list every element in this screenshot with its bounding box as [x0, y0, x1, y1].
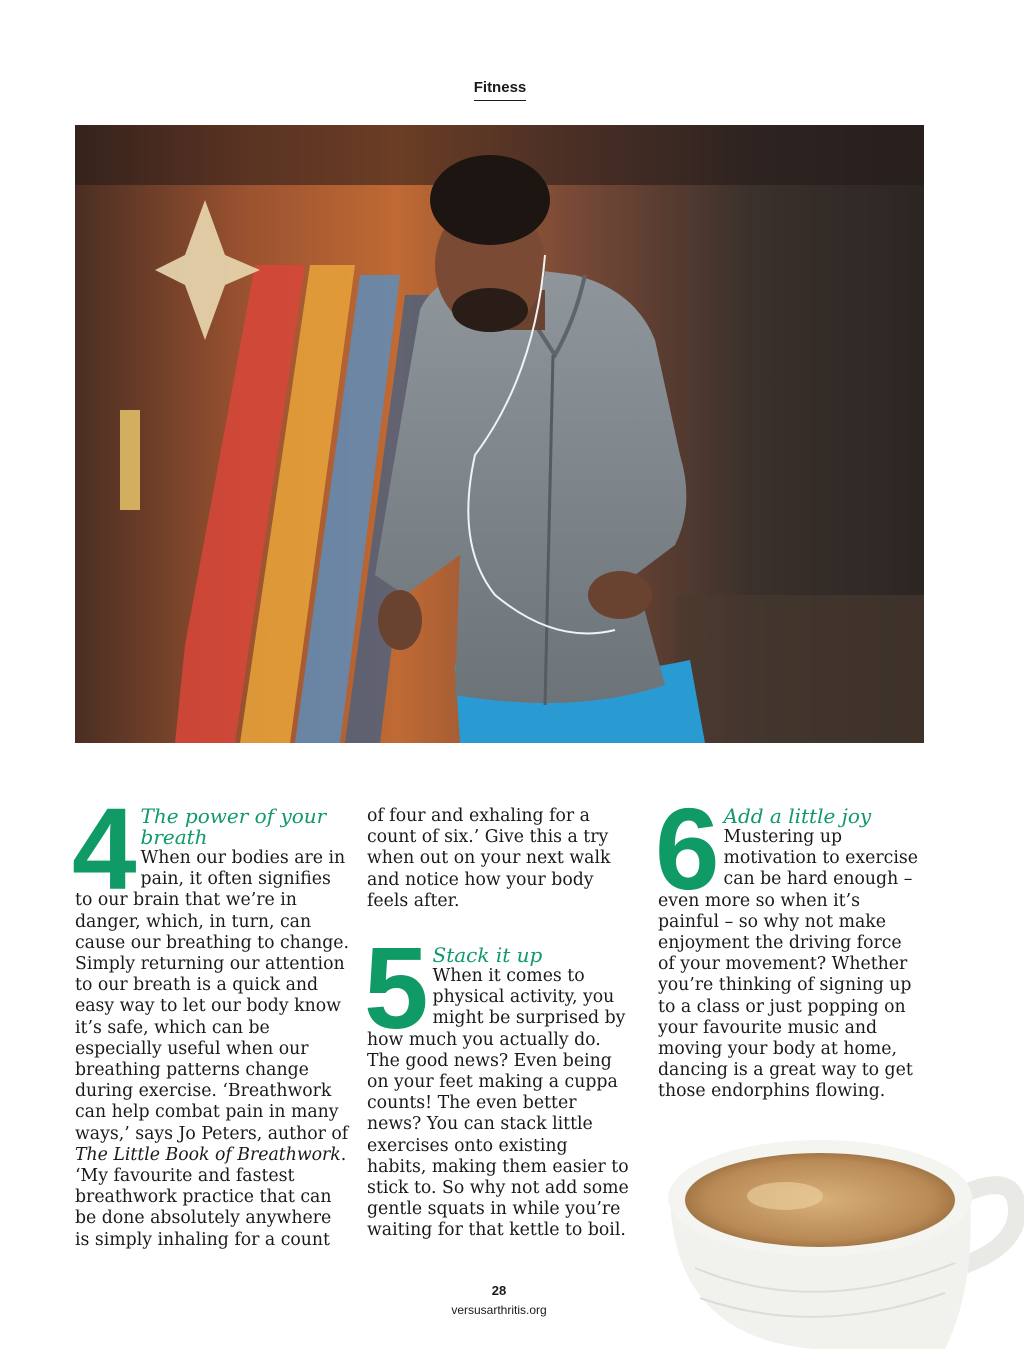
hero-photo — [75, 125, 924, 743]
tip-4-continued — [367, 806, 629, 912]
tip-4 — [72, 784, 350, 1251]
tip-5-heading: Stack it up — [432, 943, 543, 967]
jogger-illustration — [75, 125, 924, 743]
book-title: The Little Book of Breathwork — [75, 1144, 341, 1165]
tip-5-number: 5 — [364, 923, 427, 1053]
website: versusarthritis.org — [451, 1303, 547, 1317]
tip-4-body — [75, 848, 350, 1251]
page-number: 28 — [491, 1283, 507, 1298]
tip-4-number: 4 — [72, 784, 135, 914]
tip-6-heading: Add a little joy — [723, 804, 872, 828]
tip-5 — [364, 923, 629, 1242]
tip-4-body-b: . ‘My favourite and fastest breathwork practice that can be done absolutely anywhere is simply inhaling for a count — [75, 1144, 347, 1250]
tip-6-number: 6 — [655, 784, 718, 914]
section-label-text: Fitness — [474, 79, 527, 101]
tip-6 — [655, 784, 918, 1103]
tip-4-continued-text: of four and exhaling for a count of six.’ Give this a try when out on your next walk and notice how your body feels after. — [367, 806, 611, 911]
tip-6-body: Mustering up motivation to exercise can be hard enough – even more so when it’s painful – so why not make enjoyment the driving force of your movement? Whether you’re thinking of signing up to a class or just popping on your favourite music and moving your body at home, dancing is a great way to get those endorphins flowing. — [658, 827, 918, 1102]
coffee-cup-photo — [655, 1138, 1024, 1349]
tip-4-heading: The power of your breath — [140, 804, 327, 849]
tip-4-body-a: When our bodies are in pain, it often signifies to our brain that we’re in danger, which, in turn, can cause our breathing to change. Simply returning our attention to our breath is a quick and easy way to let our body know it’s safe, which can be especially useful when our breathing patterns change during exercise. ‘Breathwork can help combat pain in many ways,’ says Jo Peters, author of — [75, 848, 349, 1144]
tip-5-body: When it comes to physical activity, you might be surprised by how much you actually do. The good news? Even being on your feet making a cuppa counts! The even better news? You can stack little exercises onto existing habits, making them easier to stick to. So why not add some gentle squats in while you’re waiting for that kettle to boil. — [367, 966, 629, 1241]
section-label — [0, 79, 1000, 101]
